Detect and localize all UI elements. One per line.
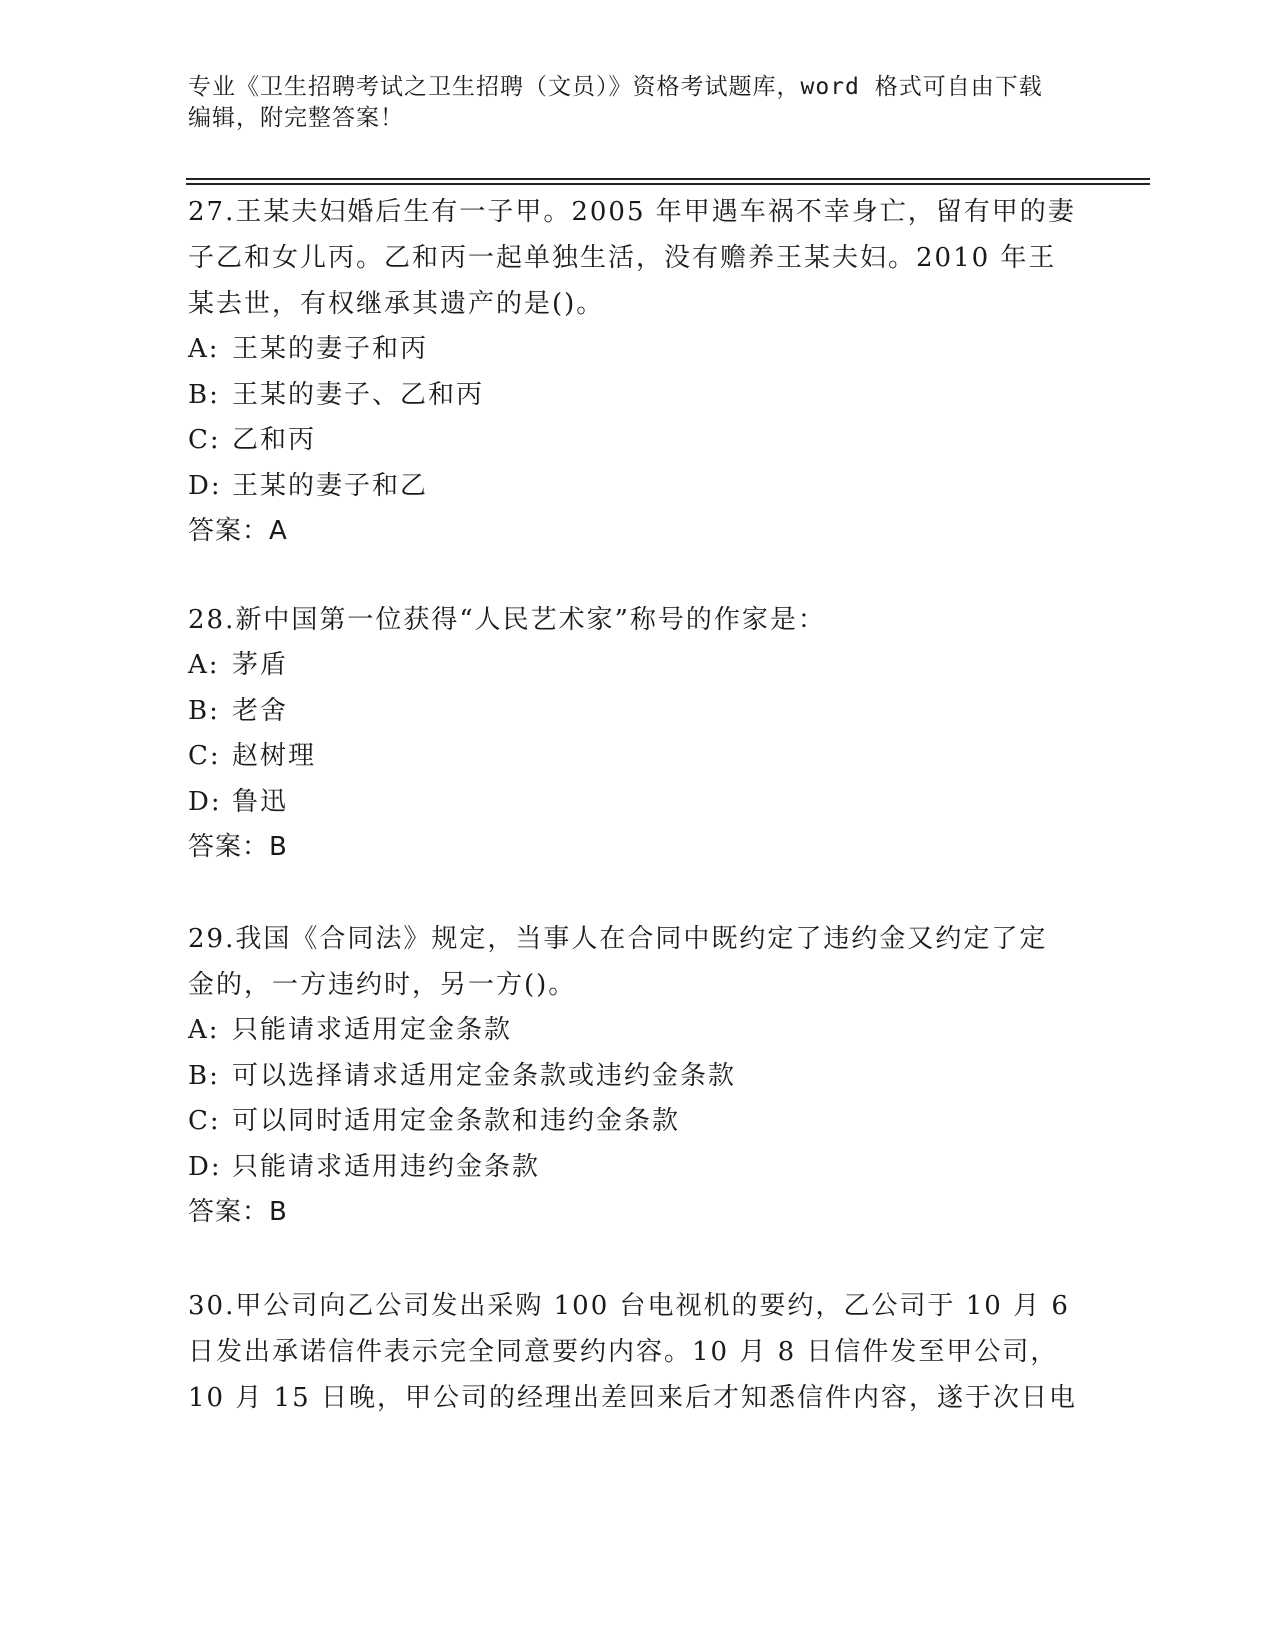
option-key: D:	[188, 1151, 222, 1182]
option-key: C:	[188, 425, 221, 455]
option-d	[188, 1145, 1088, 1191]
question-stem-line: 27.王某夫妇婚后生有一子甲。2005 年甲遇车祸不幸身亡，留有甲的妻	[188, 197, 1076, 227]
header-divider-bottom	[186, 183, 1150, 185]
option-c	[188, 1099, 1088, 1145]
question-27	[188, 189, 1088, 555]
header-divider-top	[186, 178, 1150, 180]
question-stem-line: 29.我国《合同法》规定，当事人在合同中既约定了违约金又约定了定	[188, 924, 1048, 954]
header-line-2: 编辑，附完整答案！	[188, 105, 404, 131]
question-stem-line: 30.甲公司向乙公司发出采购 100 台电视机的要约，乙公司于 10 月 6	[188, 1291, 1070, 1321]
option-key: C:	[188, 741, 221, 771]
answer-label: 答案：B	[188, 832, 288, 862]
option-text: 王某的妻子、乙和丙	[232, 379, 485, 410]
option-key: D:	[188, 786, 222, 817]
option-key: B:	[188, 695, 220, 726]
option-text: 王某的妻子和丙	[232, 334, 429, 364]
option-a	[188, 327, 1088, 373]
option-c	[188, 734, 1088, 780]
question-stem-line: 某去世，有权继承其遗产的是()。	[188, 289, 605, 319]
option-a	[188, 643, 1088, 689]
option-text: 茅盾	[232, 650, 289, 680]
option-key: A:	[188, 334, 220, 364]
option-d	[188, 780, 1088, 826]
option-b	[188, 689, 1088, 735]
option-key: A:	[188, 650, 220, 680]
question-stem-line: 日发出承诺信件表示完全同意要约内容。10 月 8 日信件发至甲公司，	[188, 1337, 1059, 1367]
option-text: 赵树理	[232, 741, 317, 771]
option-text: 只能请求适用定金条款	[232, 1015, 513, 1045]
header-line-1: 专业《卫生招聘考试之卫生招聘（文员）》资格考试题库，word 格式可自由下载	[188, 74, 1043, 100]
question-stem-line: 10 月 15 日晚，甲公司的经理出差回来后才知悉信件内容，遂于次日电	[188, 1383, 1077, 1413]
option-text: 乙和丙	[232, 425, 317, 455]
option-text: 鲁迅	[232, 786, 289, 817]
option-b	[188, 1054, 1088, 1100]
option-text: 老舍	[232, 695, 289, 726]
question-30	[188, 1283, 1088, 1421]
option-text: 王某的妻子和乙	[232, 470, 429, 501]
option-key: C:	[188, 1106, 221, 1136]
question-stem-line: 28.新中国第一位获得“人民艺术家”称号的作家是：	[188, 605, 826, 635]
answer-label: 答案：A	[188, 516, 288, 546]
option-key: B:	[188, 1060, 220, 1091]
answer-label: 答案：B	[188, 1197, 288, 1227]
option-key: D:	[188, 470, 222, 501]
question-stem-line: 金的，一方违约时，另一方()。	[188, 970, 577, 1000]
option-a	[188, 1008, 1088, 1054]
option-c	[188, 418, 1088, 464]
question-29	[188, 916, 1088, 1236]
option-text: 只能请求适用违约金条款	[232, 1151, 541, 1182]
option-b	[188, 373, 1088, 419]
question-stem-line: 子乙和女儿丙。乙和丙一起单独生活，没有赡养王某夫妇。2010 年王	[188, 243, 1057, 273]
question-28	[188, 597, 1088, 871]
option-key: B:	[188, 379, 220, 410]
document-header	[188, 72, 1088, 134]
option-key: A:	[188, 1015, 220, 1045]
option-text: 可以选择请求适用定金条款或违约金条款	[232, 1060, 737, 1091]
option-d	[188, 464, 1088, 510]
option-text: 可以同时适用定金条款和违约金条款	[232, 1106, 681, 1136]
